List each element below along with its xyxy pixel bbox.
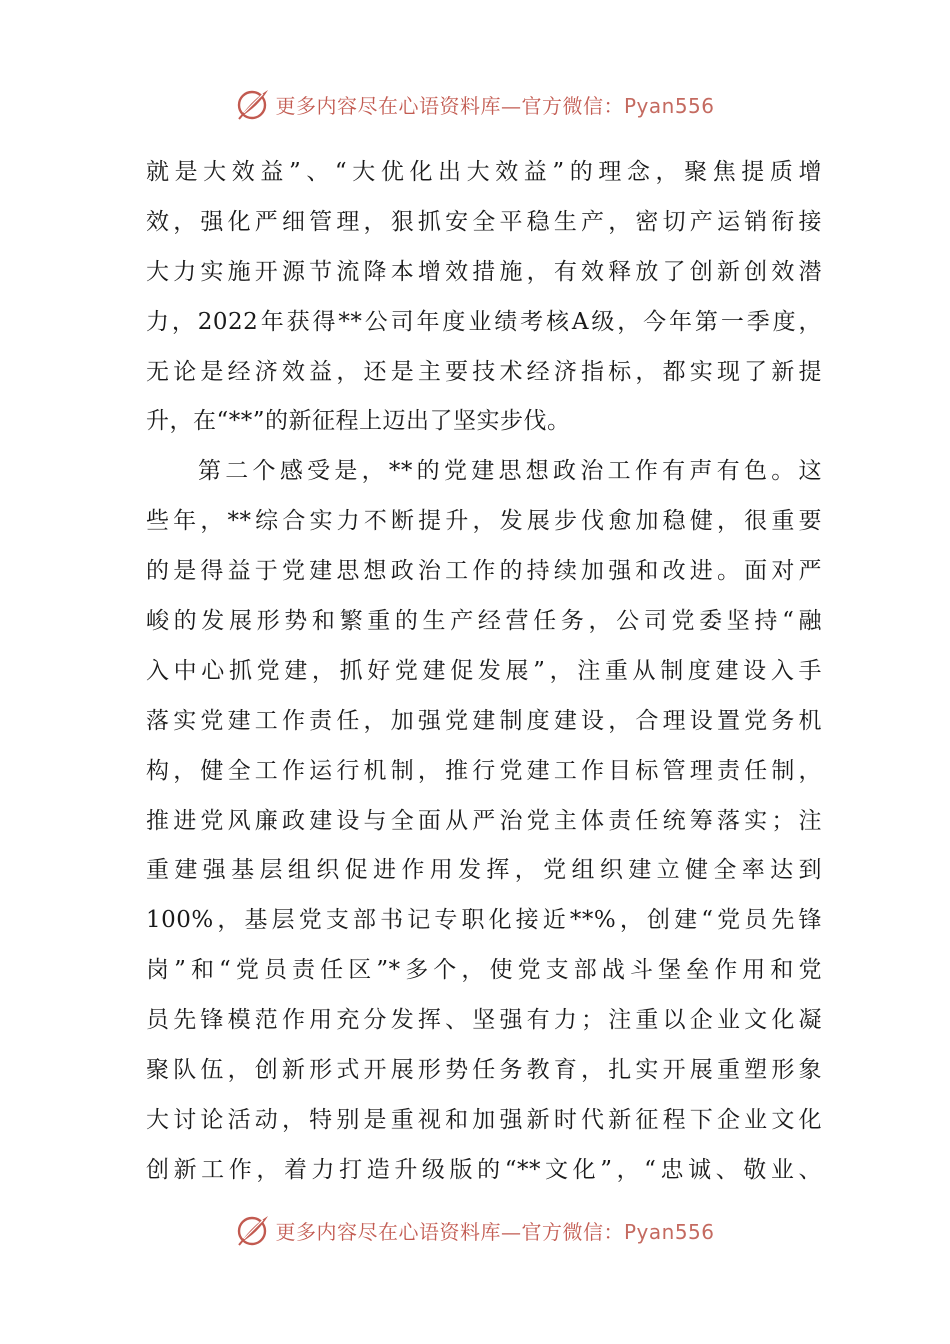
footer-banner — [0, 1210, 950, 1250]
body-line: 力，2022年获得**公司年度业绩考核A级，今年第一季度， — [146, 308, 822, 335]
body-line: 入中心抓党建，抓好党建促发展”，注重从制度建设入手 — [146, 657, 822, 684]
body-line: 就是大效益”、“大优化出大效益”的理念，聚焦提质增 — [146, 159, 822, 185]
banner-text: 更多内容尽在心语资料库—官方微信：Pyan556 — [275, 1219, 715, 1244]
banner-text: 更多内容尽在心语资料库—官方微信：Pyan556 — [275, 93, 715, 118]
body-line: 效，强化严细管理，狠抓安全平稳生产，密切产运销衔接 — [146, 208, 822, 235]
body-line: 创新工作，着力打造升级版的“**文化”，“忠诚、敬业、 — [146, 1156, 822, 1183]
body-line: 大力实施开源节流降本增效措施，有效释放了创新创效潜 — [146, 258, 822, 285]
body-line: 员先锋模范作用充分发挥、坚强有力；注重以企业文化凝 — [146, 1007, 822, 1034]
body-line: 重建强基层组织促进作用发挥，党组织建立健全率达到 — [146, 857, 822, 884]
body-line: 峻的发展形势和繁重的生产经营任务，公司党委坚持“融 — [146, 608, 822, 635]
document-body — [146, 148, 822, 1188]
body-line: 岗”和“党员责任区”*多个，使党支部战斗堡垒作用和党 — [146, 957, 822, 984]
body-line: 无论是经济效益，还是主要技术经济指标，都实现了新提 — [146, 358, 822, 385]
body-line-paragraph-start: 第二个感受是，**的党建思想政治工作有声有色。这 — [198, 458, 822, 485]
body-line: 构，健全工作运行机制，推行党建工作目标管理责任制， — [146, 757, 822, 784]
body-line: 大讨论活动，特别是重视和加强新时代新征程下企业文化 — [146, 1106, 822, 1133]
body-line: 升，在“**”的新征程上迈出了坚实步伐。 — [146, 408, 571, 435]
body-line: 落实党建工作责任，加强党建制度建设，合理设置党务机 — [146, 707, 822, 734]
body-line: 聚队伍，创新形式开展形势任务教育，扎实开展重塑形象 — [146, 1057, 822, 1084]
body-line: 推进党风廉政建设与全面从严治党主体责任统筹落实；注 — [146, 807, 822, 834]
body-line: 些年，**综合实力不断提升，发展步伐愈加稳健，很重要 — [146, 508, 822, 535]
pen-feather-logo-icon — [235, 86, 271, 122]
pen-feather-logo-icon — [235, 1212, 271, 1248]
body-line: 100%，基层党支部书记专职化接近**%，创建“党员先锋 — [146, 907, 822, 934]
header-banner — [0, 84, 950, 124]
body-line: 的是得益于党建思想政治工作的持续加强和改进。面对严 — [146, 558, 822, 585]
banner-wechat-id: Pyan556 — [623, 93, 715, 118]
banner-wechat-id: Pyan556 — [623, 1219, 715, 1244]
